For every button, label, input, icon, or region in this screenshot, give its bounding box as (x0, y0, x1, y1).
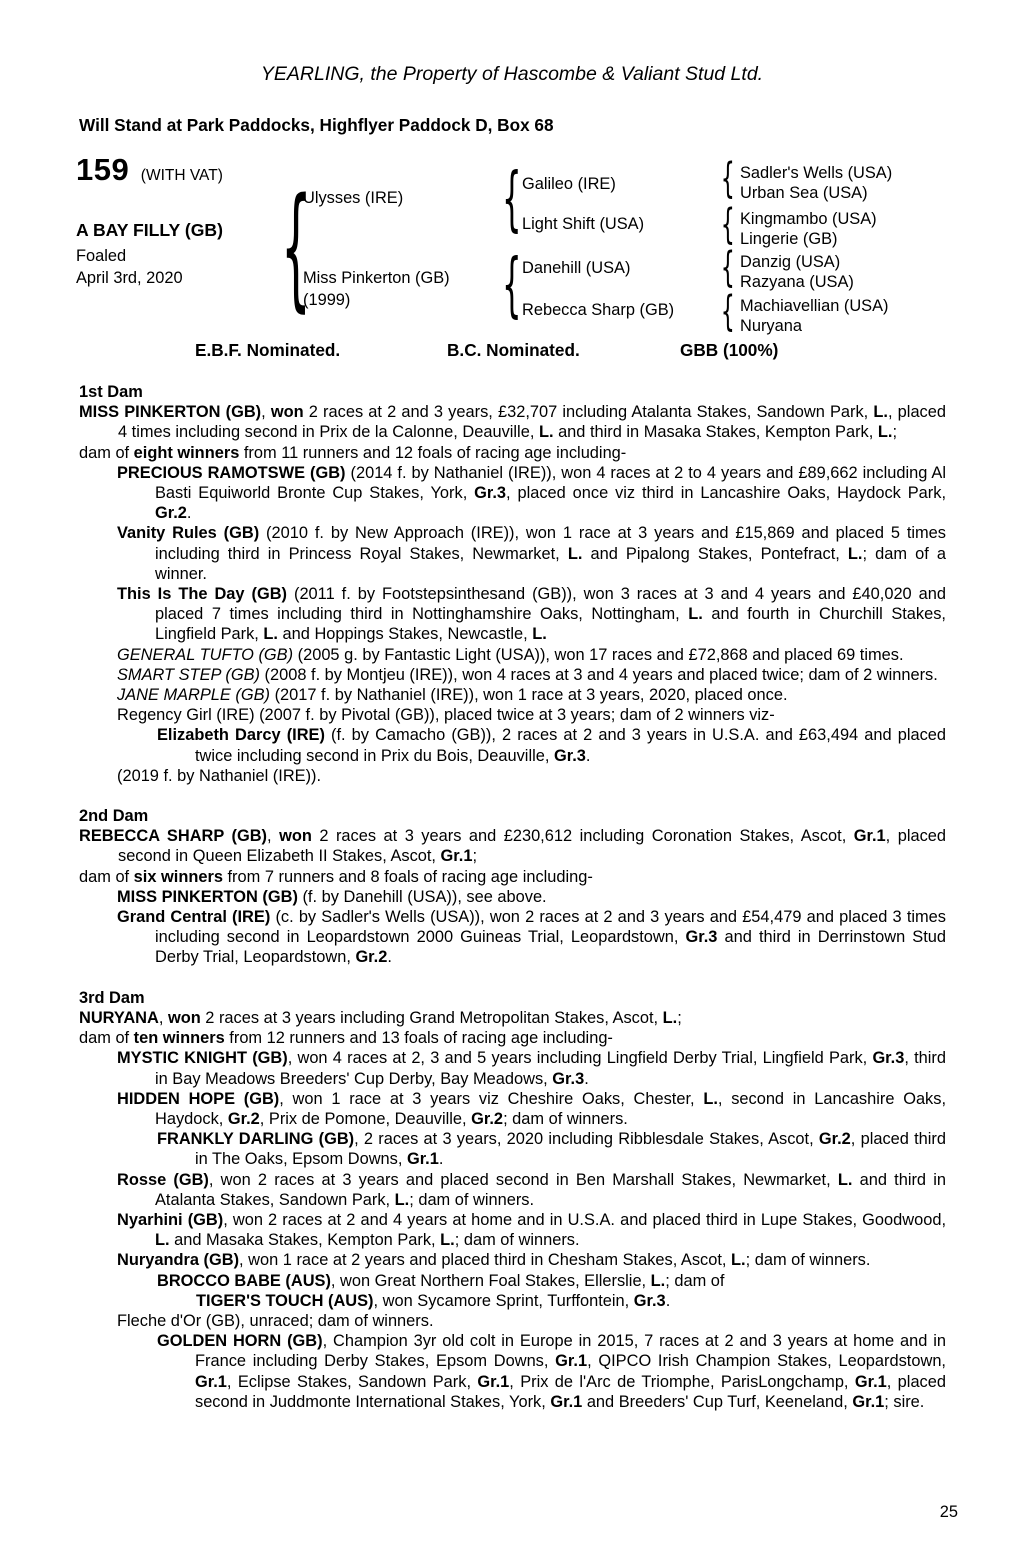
ebf-nomination: E.B.F. Nominated. (195, 340, 341, 360)
text-segment: L. (394, 1190, 410, 1209)
text-segment: JANE MARPLE (GB) (117, 686, 271, 705)
text-segment: 2 races at 3 years and £230,612 including Coronation Stakes, Ascot, (311, 827, 854, 846)
pedigree-paragraph (79, 685, 946, 705)
great-grandparent-name: Razyana (USA) (740, 273, 854, 291)
great-grandparent-name: Danzig (USA) (740, 253, 841, 271)
text-segment: . (585, 746, 591, 765)
text-segment: Gr.2 (355, 948, 388, 967)
text-segment: (f. by Danehill (USA)), see above. (297, 887, 547, 906)
text-segment: (f. by Camacho (GB)), 2 races at 2 and 3 years in U.S.A. and £63,494 and placed twice including second in Prix du Bois, Deauville, (195, 726, 947, 765)
pedigree-paragraph (79, 1291, 946, 1311)
text-segment: Gr.3 (872, 1049, 905, 1068)
lot-number: 159 (76, 152, 130, 187)
text-segment: Gr.1 (555, 1352, 588, 1371)
pedigree-paragraph (79, 1008, 946, 1028)
text-segment: , Champion 3yr old colt in Europe in 2015, 7 races at 2 and 3 years at home and in France including Derby Stakes, Epsom Downs, (195, 1332, 946, 1371)
text-segment: Nyarhini (GB) (117, 1210, 224, 1229)
text-segment: , (267, 827, 280, 846)
pedigree-paragraph (79, 1311, 946, 1331)
text-segment: Gr.3 (474, 484, 507, 503)
text-segment: , QIPCO Irish Champion Stakes, Leopardstown, (587, 1352, 946, 1371)
pedigree-diagram (0, 152, 1024, 362)
bc-nomination: B.C. Nominated. (447, 340, 580, 360)
text-segment: won (279, 827, 312, 846)
text-segment: , Prix de l'Arc de Triomphe, ParisLongchamp, (509, 1372, 855, 1391)
pedigree-paragraph (79, 867, 946, 887)
text-segment: ; sire. (884, 1392, 925, 1411)
text-segment: Gr.1 (440, 847, 473, 866)
pedigree-brace-gg-pair1: { (720, 154, 735, 203)
text-segment: FRANKLY DARLING (GB) (157, 1130, 355, 1149)
text-segment: L. (532, 625, 547, 644)
text-segment: , Eclipse Stakes, Sandown Park, (226, 1372, 478, 1391)
text-segment: and Pipalong Stakes, Pontefract, (582, 544, 848, 563)
vat-note: (WITH VAT) (140, 167, 223, 184)
text-segment: L. (877, 423, 893, 442)
pedigree-brace-generation1: { (280, 170, 311, 326)
text-segment: Elizabeth Darcy (IRE) (157, 726, 325, 745)
text-segment: dam of (79, 1029, 134, 1048)
pedigree-brace-gg-pair2: { (720, 200, 735, 249)
text-segment: L. (662, 1008, 678, 1027)
dam-sire-name: Danehill (USA) (522, 259, 631, 277)
great-grandparent-name: Nuryana (740, 317, 802, 335)
text-segment: and Masaka Stakes, Kempton Park, (169, 1231, 441, 1250)
text-segment: Gr.3 (552, 1069, 585, 1088)
text-segment: and fourth in Churchill Stakes, Lingfield Park, (155, 605, 946, 644)
gbb-nomination: GBB (100%) (680, 340, 779, 360)
pedigree-paragraph (79, 1028, 946, 1048)
text-segment: L. (703, 1089, 718, 1108)
great-grandparent-name: Lingerie (GB) (740, 230, 838, 248)
pedigree-paragraph (79, 766, 946, 786)
dam-section-heading: 2nd Dam (79, 807, 149, 826)
text-segment: L. (731, 1251, 746, 1270)
text-segment: MISS PINKERTON (GB) (117, 887, 298, 906)
dam-section (79, 382, 946, 786)
text-segment: NURYANA (79, 1008, 159, 1027)
text-segment: . (186, 504, 192, 523)
pedigree-paragraph (79, 1048, 946, 1088)
text-segment: Gr.3 (633, 1291, 666, 1310)
text-segment: ; (677, 1008, 682, 1027)
text-segment: (2011 f. by Footstepsinthesand (GB)), won 3 races at 3 and 4 years and £40,020 and placed 7 times including third in Nottinghamshire Oaks, Nottingham, (155, 585, 946, 624)
text-segment: (2014 f. by Nathaniel (IRE)), won 4 races at 2 to 4 years and £89,662 including Al Basti Equiworld Bronte Cup Stakes, York, (155, 463, 946, 503)
text-segment: . (387, 948, 392, 967)
pedigree-paragraph (79, 1129, 946, 1169)
sire-name: Ulysses (IRE) (303, 189, 404, 207)
text-segment: dam of (79, 443, 134, 462)
text-segment: GENERAL TUFTO (GB) (117, 645, 294, 664)
text-segment: Gr.1 (477, 1372, 510, 1391)
text-segment: L. (650, 1271, 666, 1290)
text-segment: , won 1 race at 3 years viz Cheshire Oaks, Chester, (279, 1089, 704, 1108)
sire-dam-name: Light Shift (USA) (522, 215, 645, 233)
text-segment: MISS PINKERTON (GB) (79, 403, 262, 422)
text-segment: TIGER'S TOUCH (AUS) (196, 1291, 374, 1310)
dam-sections (79, 382, 946, 1412)
text-segment: ; dam of winners. (454, 1231, 580, 1250)
text-segment: (c. by Sadler's Wells (USA)), won 2 races at 2 and 3 years and £54,479 and placed 3 times including second in Leopardstown 2000 Guineas Trial, Leopardstown, (155, 908, 946, 947)
text-segment: . (438, 1150, 444, 1169)
text-segment: Gr.1 (406, 1150, 439, 1169)
text-segment: (2019 f. by Nathaniel (IRE)). (117, 766, 322, 785)
pedigree-paragraph (79, 1331, 946, 1412)
text-segment: BROCCO BABE (AUS) (157, 1271, 331, 1290)
text-segment: , (261, 403, 271, 422)
text-segment: Grand Central (IRE) (117, 908, 271, 927)
text-segment: 2 races at 2 and 3 years, £32,707 including Atalanta Stakes, Sandown Park, (303, 403, 874, 422)
text-segment: 2 races at 3 years including Grand Metropolitan Stakes, Ascot, (200, 1008, 663, 1027)
text-segment: L. (688, 605, 703, 624)
text-segment: from 12 runners and 13 foals of racing age including- (224, 1029, 613, 1048)
text-segment: and third in Atalanta Stakes, Sandown Park, (155, 1170, 946, 1209)
text-segment: , won 2 races at 2 and 4 years at home and in U.S.A. and placed third in Lupe Stakes, Goodwood, (223, 1210, 947, 1229)
text-segment: Gr.2 (227, 1109, 260, 1128)
text-segment: , won Sycamore Sprint, Turffontein, (373, 1291, 634, 1310)
dam-year: (1999) (303, 291, 351, 309)
pedigree-paragraph (79, 1250, 946, 1270)
pedigree-paragraph (79, 887, 946, 907)
text-segment: Fleche d'Or (GB), unraced; dam of winners. (117, 1311, 434, 1330)
text-segment: L. (567, 544, 583, 563)
text-segment: , Prix de Pomone, Deauville, (259, 1109, 472, 1128)
dam-dam-name: Rebecca Sharp (GB) (522, 301, 675, 319)
text-segment: This Is The Day (GB) (117, 585, 287, 604)
pedigree-paragraph (79, 1271, 946, 1291)
pedigree-brace-sire-parents: { (502, 158, 522, 240)
text-segment: won (167, 1008, 201, 1027)
text-segment: , won 1 race at 2 years and placed third in Chesham Stakes, Ascot, (239, 1251, 732, 1270)
text-segment: Vanity Rules (GB) (117, 524, 260, 543)
text-segment: L. (837, 1170, 853, 1189)
text-segment: , placed second in Queen Elizabeth II Stakes, Ascot, (118, 827, 947, 866)
text-segment: . (665, 1291, 671, 1310)
text-segment: HIDDEN HOPE (GB) (117, 1089, 280, 1108)
text-segment: ; dam of winners. (745, 1251, 871, 1270)
text-segment: (2005 g. by Fantastic Light (USA)), won 17 races and £72,868 and placed 69 times. (293, 645, 904, 664)
pedigree-paragraph (79, 645, 946, 665)
text-segment: L. (263, 625, 278, 644)
text-segment: , 2 races at 3 years, 2020 including Ribblesdale Stakes, Ascot, (354, 1130, 819, 1149)
great-grandparent-name: Machiavellian (USA) (740, 297, 889, 315)
lot-block (76, 152, 223, 187)
great-grandparent-name: Urban Sea (USA) (740, 184, 868, 202)
stand-location-line: Will Stand at Park Paddocks, Highflyer Paddock D, Box 68 (79, 115, 554, 135)
text-segment: , won 4 races at 2, 3 and 5 years including Lingfield Derby Trial, Lingfield Park, (287, 1049, 873, 1068)
pedigree-paragraph (79, 402, 946, 442)
text-segment: . (584, 1069, 589, 1088)
text-segment: , placed once viz third in Lancashire Oaks, Haydock Park, (506, 484, 946, 503)
text-segment: Gr.2 (155, 504, 187, 523)
pedigree-brace-dam-parents: { (502, 244, 522, 326)
text-segment: Gr.3 (553, 746, 586, 765)
pedigree-paragraph (79, 1089, 946, 1129)
text-segment: and third in Masaka Stakes, Kempton Park, (553, 423, 878, 442)
text-segment: six winners (133, 867, 223, 886)
dam-name: Miss Pinkerton (GB) (303, 269, 450, 287)
text-segment: L. (155, 1231, 170, 1250)
text-segment: from 7 runners and 8 foals of racing age including- (222, 867, 593, 886)
text-segment: (2008 f. by Montjeu (IRE)), won 4 races at 3 and 4 years and placed twice; dam of 2 winners. (259, 665, 938, 684)
text-segment: , (158, 1008, 168, 1027)
text-segment: Gr.1 (550, 1392, 583, 1411)
text-segment: Gr.1 (852, 1392, 885, 1411)
text-segment: , won 2 races at 3 years and placed second in Ben Marshall Stakes, Newmarket, (208, 1170, 838, 1189)
pedigree-paragraph (79, 826, 946, 866)
pedigree-paragraph (79, 665, 946, 685)
dam-section-heading: 3rd Dam (79, 988, 145, 1007)
text-segment: Gr.1 (195, 1372, 227, 1391)
horse-name: A BAY FILLY (GB) (76, 220, 223, 240)
text-segment: Gr.3 (685, 928, 718, 947)
text-segment: from 11 runners and 12 foals of racing age including- (239, 443, 627, 462)
text-segment: Gr.1 (854, 1372, 887, 1391)
pedigree-brace-gg-pair3: { (720, 243, 735, 292)
text-segment: ; dam of winners. (409, 1190, 535, 1209)
text-segment: won (270, 403, 304, 422)
text-segment: Gr.2 (471, 1109, 504, 1128)
text-segment: ; (472, 847, 478, 866)
pedigree-paragraph (79, 584, 946, 645)
text-segment: dam of (79, 867, 134, 886)
text-segment: Gr.2 (818, 1130, 851, 1149)
pedigree-paragraph (79, 463, 946, 524)
pedigree-paragraph (79, 443, 946, 463)
great-grandparent-name: Kingmambo (USA) (740, 210, 877, 228)
text-segment: and Hoppings Stakes, Newcastle, (278, 625, 533, 644)
dam-section (79, 806, 946, 968)
text-segment: ; dam of winners. (503, 1109, 628, 1128)
dam-section-heading: 1st Dam (79, 383, 143, 401)
pedigree-paragraph (79, 705, 946, 725)
text-segment: L. (440, 1231, 455, 1250)
pedigree-paragraph (79, 523, 946, 584)
text-segment: GOLDEN HORN (GB) (157, 1332, 323, 1351)
text-segment: (2017 f. by Nathaniel (IRE)), won 1 race at 3 years, 2020, placed once. (270, 686, 788, 705)
text-segment: and third in Derrinstown Stud Derby Trial, Leopardstown, (155, 928, 946, 967)
text-segment: MYSTIC KNIGHT (GB) (117, 1049, 288, 1068)
pedigree-brace-gg-pair4: { (720, 287, 735, 336)
page-number: 25 (939, 1503, 958, 1521)
text-segment: Regency Girl (IRE) (2007 f. by Pivotal (GB)), placed twice at 3 years; dam of 2 winners viz- (117, 706, 775, 725)
foaled-date: April 3rd, 2020 (76, 269, 183, 287)
pedigree-paragraph (79, 725, 946, 765)
text-segment: ; dam of a winner. (155, 544, 946, 583)
text-segment: , third in Bay Meadows Breeders' Cup Derby, Bay Meadows, (155, 1049, 947, 1088)
text-segment: eight winners (133, 443, 240, 462)
text-segment: , placed 4 times including second in Prix de la Calonne, Deauville, (118, 403, 946, 442)
text-segment: ; (892, 423, 897, 442)
pedigree-paragraph (79, 907, 946, 968)
text-segment: L. (873, 403, 888, 422)
pedigree-paragraph (79, 1210, 946, 1250)
sire-sire-name: Galileo (IRE) (522, 175, 616, 193)
text-segment: , placed second in Juddmonte International Stakes, York, (195, 1372, 946, 1411)
text-segment: Gr.1 (853, 827, 886, 846)
text-segment: , placed third in The Oaks, Epsom Downs, (195, 1130, 946, 1169)
foaled-label: Foaled (76, 247, 127, 265)
text-segment: PRECIOUS RAMOTSWE (GB) (117, 463, 346, 482)
great-grandparent-name: Sadler's Wells (USA) (740, 164, 893, 182)
text-segment: Nuryandra (GB) (117, 1251, 240, 1270)
text-segment: and Breeders' Cup Turf, Keeneland, (582, 1392, 853, 1411)
dam-section (79, 988, 946, 1412)
text-segment: REBECCA SHARP (GB) (79, 827, 268, 846)
text-segment: SMART STEP (GB) (117, 665, 260, 684)
text-segment: (2010 f. by New Approach (IRE)), won 1 race at 3 years and £15,869 and placed 5 times including third in Princess Royal Stakes, Newmarket, (155, 524, 946, 563)
text-segment: ; dam of (665, 1271, 725, 1290)
text-segment: , second in Lancashire Oaks, Haydock, (155, 1089, 947, 1128)
text-segment: ten winners (133, 1029, 225, 1048)
text-segment: , won Great Northern Foal Stakes, Ellerslie, (330, 1271, 651, 1290)
yearling-title: YEARLING, the Property of Hascombe & Valiant Stud Ltd. (260, 63, 764, 85)
text-segment: Rosse (GB) (117, 1170, 209, 1189)
text-segment: L. (847, 544, 863, 563)
text-segment: L. (538, 423, 554, 442)
pedigree-paragraph (79, 1170, 946, 1210)
